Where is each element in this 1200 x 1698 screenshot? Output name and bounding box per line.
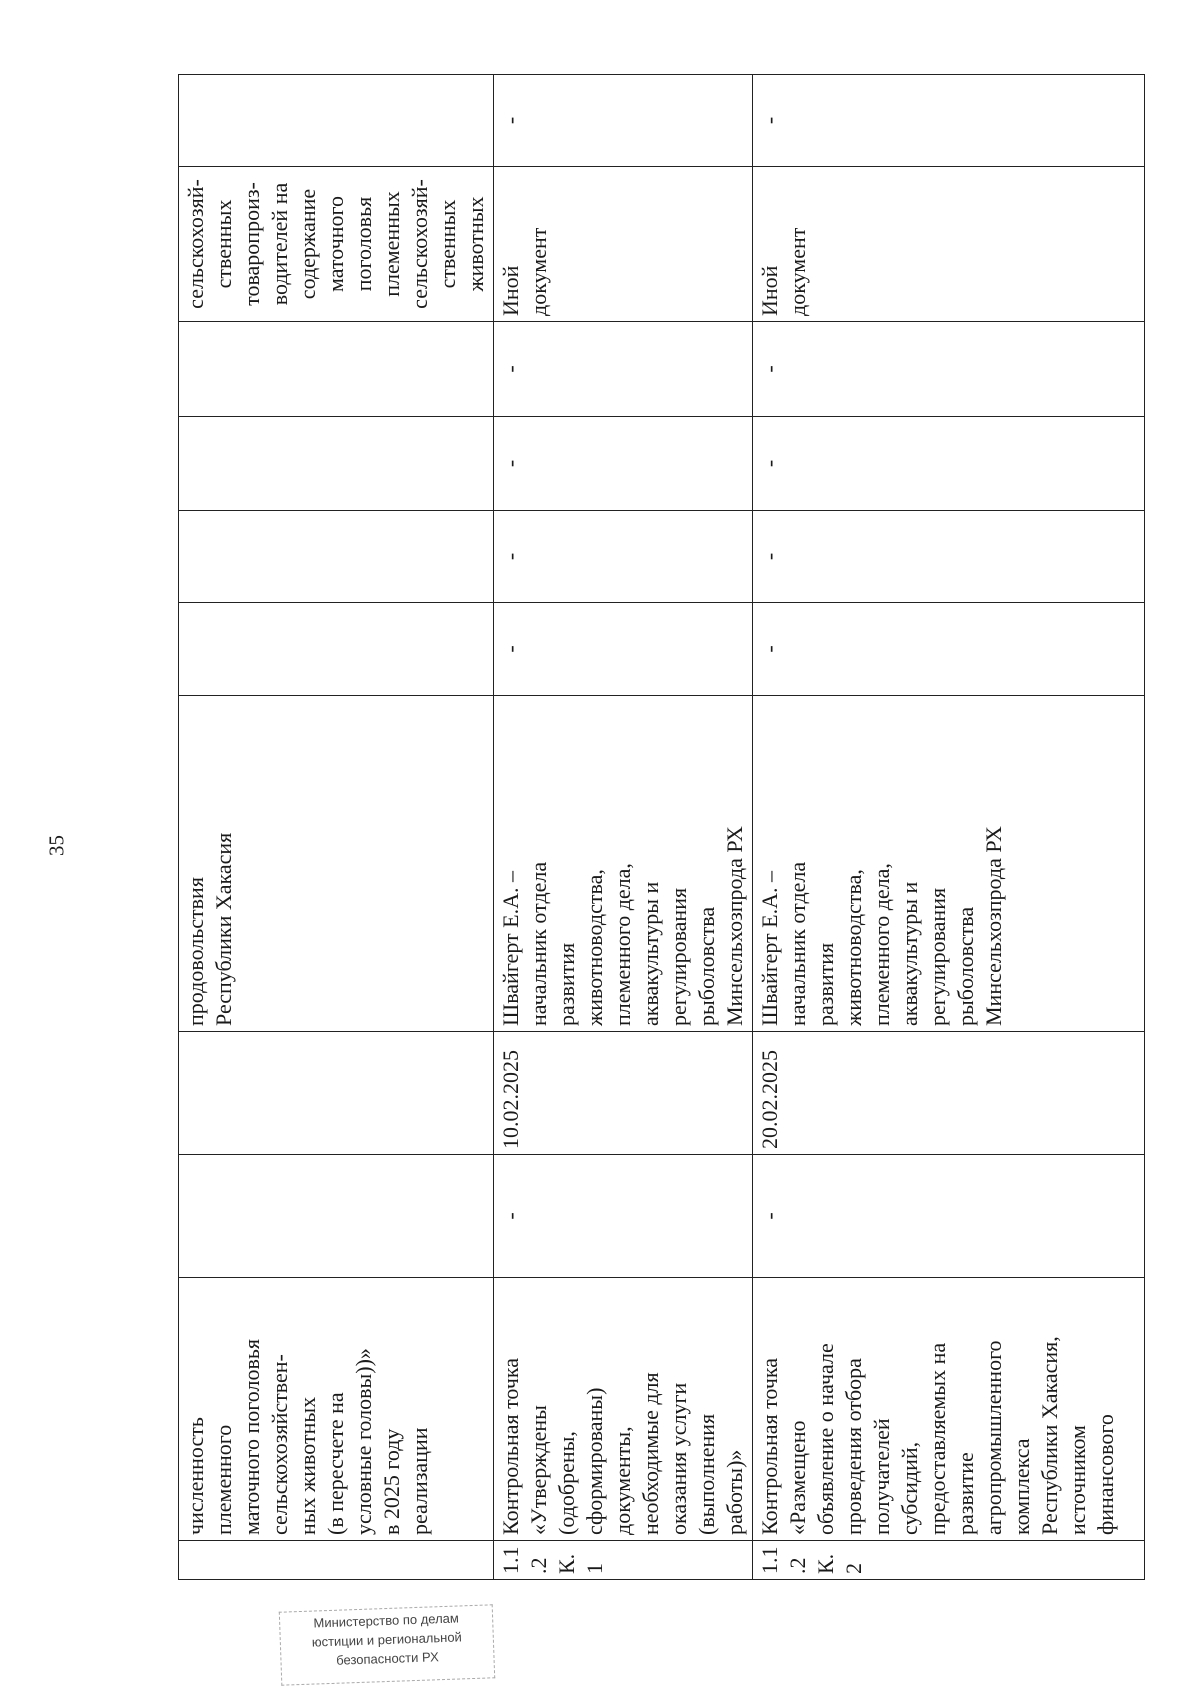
cell-number [179, 1541, 494, 1580]
cell-date [179, 1032, 494, 1155]
cell-col-6 [179, 603, 494, 696]
checkpoint-table [178, 74, 1145, 1580]
cell-responsible: Швайгерт Е.А. – начальник отдела развития животноводства, племенного дела, аквакультуры и регулирования рыболовства Минсельхозпрода РХ [753, 696, 1145, 1032]
cell-info-system: - [753, 75, 1145, 167]
cell-base-date: - [494, 1155, 753, 1278]
cell-name: численность племенного маточного поголовья сельскохозяйствен- ных животных (в пересчете на условные головы))» в 2025 году реализации [179, 1278, 494, 1541]
cell-col-9 [179, 322, 494, 417]
cell-responsible: Швайгерт Е.А. – начальник отдела развития животноводства, племенного дела, аквакультуры и регулирования рыболовства Минсельхозпрода РХ [494, 696, 753, 1032]
stamp-line: Министерство по делам [313, 1610, 460, 1631]
cell-col-7 [179, 511, 494, 603]
cell-col-6: - [753, 603, 1145, 696]
cell-col-7: - [753, 511, 1145, 603]
cell-col-8: - [494, 417, 753, 511]
cell-number: 1.1.2 К.1 [494, 1541, 753, 1580]
cell-number: 1.1.2 К.2 [753, 1541, 1145, 1580]
cell-col-7: - [494, 511, 753, 603]
cell-col-9: - [494, 322, 753, 417]
cell-document-type: Иной документ [494, 167, 753, 322]
cell-name: Контрольная точка «Утверждены (одобрены, сформированы) документы, необходимые для оказания услуги (выполнения работы)» [494, 1278, 753, 1541]
stamp-line: безопасности РХ [335, 1649, 439, 1668]
cell-col-8 [179, 417, 494, 511]
cell-base-date [179, 1155, 494, 1278]
table-row [753, 75, 1145, 1580]
cell-date: 20.02.2025 [753, 1032, 1145, 1155]
cell-col-8: - [753, 417, 1145, 511]
cell-base-date: - [753, 1155, 1145, 1278]
cell-col-9: - [753, 322, 1145, 417]
cell-document-type: Иной документ [753, 167, 1145, 322]
table-container [178, 75, 1120, 1580]
cell-responsible: продовольствия Республики Хакасия [179, 696, 494, 1032]
table-row [494, 75, 753, 1580]
cell-info-system: - [494, 75, 753, 167]
cell-info-system [179, 75, 494, 167]
stamp-line: юстиции и региональной [311, 1629, 463, 1650]
cell-col-6: - [494, 603, 753, 696]
page-number: 35 [44, 835, 69, 856]
cell-date: 10.02.2025 [494, 1032, 753, 1155]
table-row [179, 75, 494, 1580]
ministry-stamp [279, 1604, 495, 1685]
cell-document-type: сельскохозяй- ственных товаропроиз- водителей на содержание маточного поголовья племенных сельскохозяй- ственных животных [179, 167, 494, 322]
cell-name: Контрольная точка «Размещено объявление о начале проведения отбора получателей субсидий, предоставляемых на развитие агропромышленного комплекса Республики Хакасия, источником финансового [753, 1278, 1145, 1541]
